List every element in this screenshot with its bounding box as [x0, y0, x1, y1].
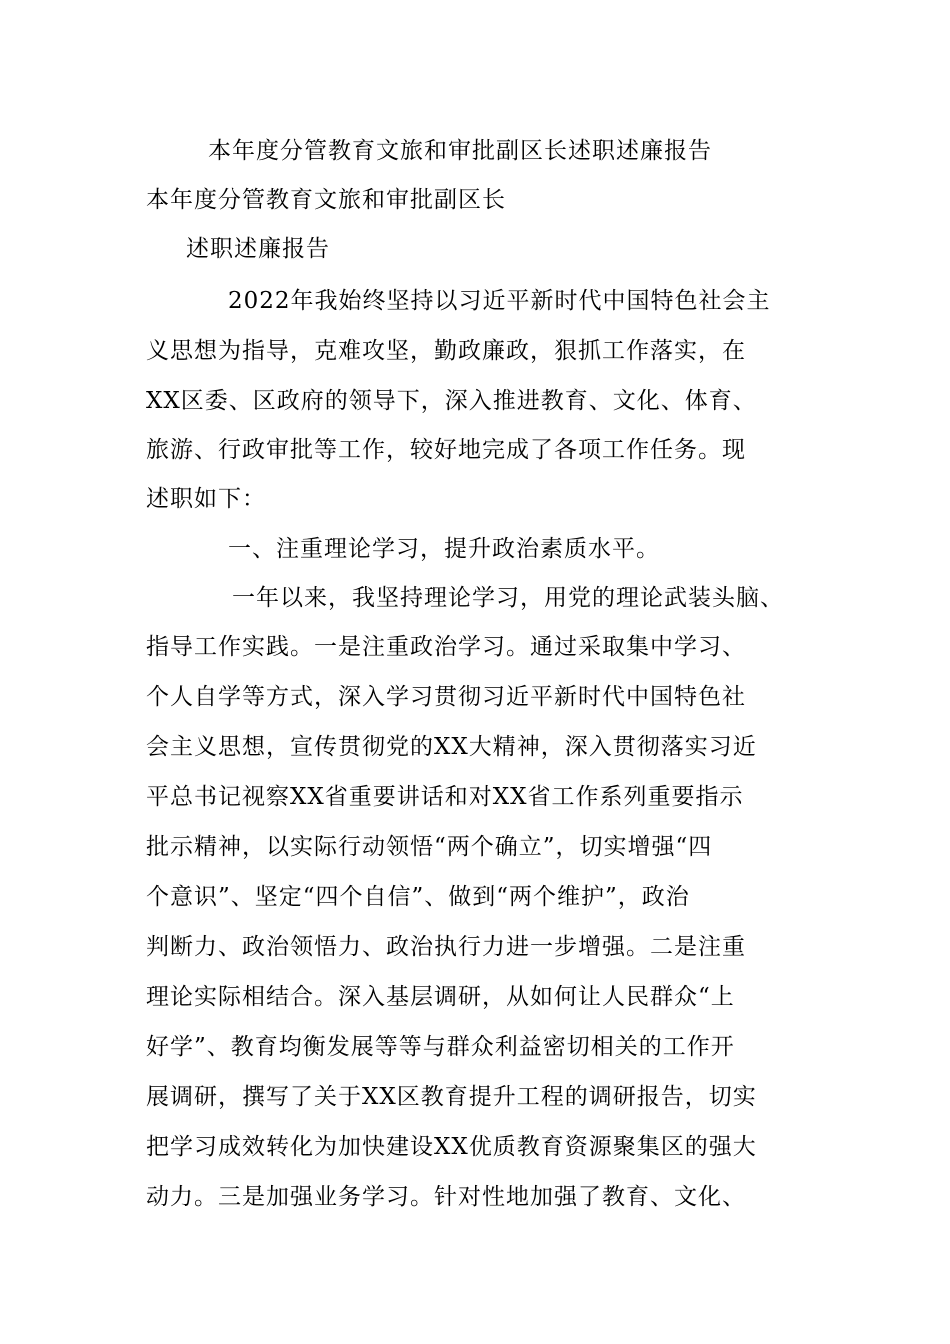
- subtitle-line-1: 本年度分管教育文旅和审批副区长: [146, 187, 506, 213]
- paragraph-line: 好学”、教育均衡发展等等与群众利益密切相关的工作开: [146, 1034, 735, 1060]
- paragraph-line: 个意识”、坚定“四个自信”、做到“两个维护”，政治: [146, 884, 690, 910]
- paragraph-line: 旅游、行政审批等工作，较好地完成了各项工作任务。现: [146, 437, 746, 463]
- paragraph-line: 理论实际相结合。深入基层调研，从如何让人民群众“上: [146, 984, 735, 1010]
- paragraph-line: 个人自学等方式，深入学习贯彻习近平新时代中国特色社: [146, 684, 746, 710]
- paragraph-line: 一年以来，我坚持理论学习，用党的理论武装头脑、: [232, 585, 784, 611]
- paragraph-line: 批示精神，以实际行动领悟“两个确立”，切实增强“四: [146, 834, 713, 860]
- paragraph-line: 2022年我始终坚持以习近平新时代中国特色社会主: [228, 288, 771, 314]
- paragraph-line: XX区委、区政府的领导下，深入推进教育、文化、体育、: [146, 388, 757, 414]
- paragraph-line: 动力。三是加强业务学习。针对性地加强了教育、文化、: [146, 1184, 746, 1210]
- section-heading-1: 一、注重理论学习，提升政治素质水平。: [228, 536, 660, 562]
- paragraph-line: 指导工作实践。一是注重政治学习。通过采取集中学习、: [146, 634, 746, 660]
- document-title: 本年度分管教育文旅和审批副区长述职述廉报告: [208, 138, 712, 164]
- paragraph-line: 述职如下：: [146, 486, 266, 512]
- paragraph-line: 判断力、政治领悟力、政治执行力进一步增强。二是注重: [146, 934, 746, 960]
- subtitle-line-2: 述职述廉报告: [186, 236, 330, 262]
- paragraph-line: 把学习成效转化为加快建设XX优质教育资源聚集区的强大: [146, 1134, 757, 1160]
- paragraph-line: 展调研，撰写了关于XX区教育提升工程的调研报告，切实: [146, 1084, 757, 1110]
- paragraph-line: 平总书记视察XX省重要讲话和对XX省工作系列重要指示: [146, 784, 744, 810]
- paragraph-line: 义思想为指导，克难攻坚，勤政廉政，狠抓工作落实，在: [146, 338, 746, 364]
- paragraph-line: 会主义思想，宣传贯彻党的XX大精神，深入贯彻落实习近: [146, 734, 757, 760]
